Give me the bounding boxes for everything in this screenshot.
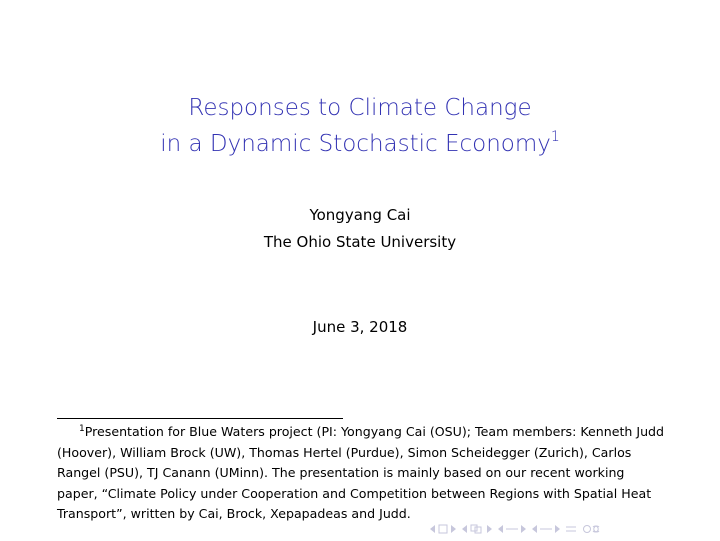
- footnote-text: Presentation for Blue Waters project (PI: Yongyang Cai (OSU); Team members: Kenneth Judd (Hoover), William Brock (UW), Thomas Hertel (Purdue), Simon Scheidegger (Zurich), Carlos Rangel (PSU), TJ Canann (UMinn). The presentation is mainly based on our recent working paper, “Climate Policy under Cooperation and Competition between Regions with Spatial Heat Transport”, written by Cai, Brock, Xepapadeas and Judd.: [57, 424, 665, 522]
- subsection-icon[interactable]: [470, 524, 484, 534]
- presentation-date: June 3, 2018: [312, 318, 408, 336]
- title-line-2-text: in a Dynamic Stochastic Economy: [160, 131, 551, 157]
- align-icon[interactable]: [566, 524, 576, 534]
- nav-group-section: [498, 525, 526, 533]
- next-section-icon[interactable]: [520, 525, 526, 533]
- nav-group-subsection: [532, 525, 560, 533]
- next-frame-icon[interactable]: [486, 525, 492, 533]
- nav-group-slide: [430, 524, 456, 534]
- slide-title: [0, 90, 720, 162]
- title-line-1: Responses to Climate Change: [188, 95, 532, 121]
- prev-frame-icon[interactable]: [462, 525, 468, 533]
- author-name: Yongyang Cai: [309, 206, 411, 224]
- title-line-2: [0, 126, 720, 162]
- title-footnote-mark: 1: [550, 129, 560, 145]
- footnote-mark: 1: [79, 424, 85, 434]
- frame-icon[interactable]: [438, 524, 448, 534]
- subsection-nav-icon[interactable]: [540, 526, 552, 532]
- prev-subsection-icon[interactable]: [532, 525, 538, 533]
- next-subsection-icon[interactable]: [554, 525, 560, 533]
- next-slide-icon[interactable]: [450, 525, 456, 533]
- author-block: [0, 202, 720, 256]
- author-affiliation: The Ohio State University: [263, 233, 457, 251]
- prev-section-icon[interactable]: [498, 525, 504, 533]
- search-icon[interactable]: [582, 524, 604, 534]
- prev-slide-icon[interactable]: [430, 525, 436, 533]
- beamer-navigation-bar: [430, 521, 604, 537]
- footnote-divider: [57, 418, 343, 419]
- section-icon[interactable]: [506, 526, 518, 532]
- nav-group-frame: [462, 524, 492, 534]
- footnote: [57, 422, 667, 525]
